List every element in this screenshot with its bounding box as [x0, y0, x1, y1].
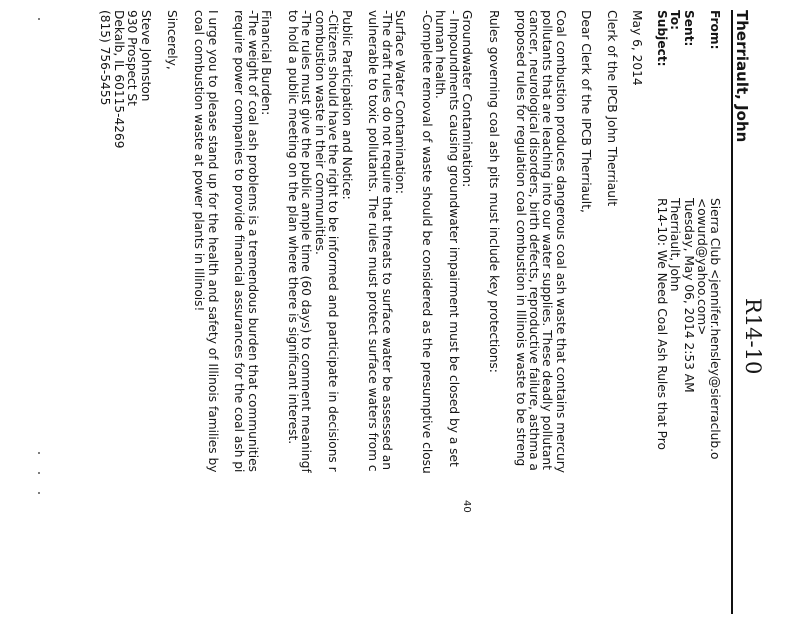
- header-label: [695, 10, 708, 198]
- header-row-to: [668, 10, 681, 618]
- header-row-subject: [655, 10, 668, 618]
- header-value: R14-10: We Need Coal Ash Rules that Pro: [655, 198, 670, 450]
- surface-water-section: [366, 10, 406, 618]
- scan-speck: [38, 472, 40, 474]
- text-line: -Citizens should have the right to be informed and participate in decisions r: [326, 10, 341, 472]
- header-value: Sierra Club <jennifer.hensley@sierraclub.o: [708, 198, 722, 460]
- intro-paragraph: [513, 10, 567, 618]
- section-heading: Surface Water Contamination:: [393, 10, 408, 195]
- page-number: 40: [461, 500, 472, 513]
- text-line: pollutants that are leaching into our water supplies. These deadly pollutant: [540, 10, 555, 470]
- header-label: To:: [668, 10, 683, 30]
- closing-phrase: Sincerely,: [165, 10, 180, 70]
- text-line: -The rules must give the public ample time (60 days) to comment meaningf: [299, 10, 314, 473]
- text-line: I urge you to please stand up for the health and safety of Illinois families by: [205, 10, 220, 473]
- section-heading: Public Participation and Notice:: [339, 10, 354, 200]
- header-divider: [731, 10, 733, 614]
- scan-speck: [38, 18, 40, 20]
- document-number: R14-10: [741, 298, 765, 375]
- email-header: [655, 10, 721, 618]
- header-label: Sent:: [681, 10, 696, 47]
- letter-date: May 6, 2014: [630, 10, 644, 86]
- rules-intro: Rules governing coal ash pits must include key protections:: [486, 10, 501, 373]
- letter-recipient: Clerk of the IPCB John Therriault: [604, 10, 619, 207]
- text-line: to hold a public meeting on the plan where there is significant interest.: [285, 10, 300, 445]
- text-line: -Complete removal of waste should be considered as the presumptive closu: [419, 10, 434, 474]
- financial-section: [232, 10, 272, 618]
- rotated-letter: [25, 0, 765, 618]
- groundwater-section: [419, 10, 473, 618]
- public-participation-section: [286, 10, 353, 618]
- text-line: proposed rules for regulation coal combustion in Illinois waste to be streng: [513, 10, 528, 467]
- text-line: - Impoundments causing groundwater impairment must be closed by a set: [446, 10, 461, 467]
- signature-block: [98, 10, 152, 618]
- signature-name: Steve Johnston: [138, 10, 153, 102]
- text-line: Coal combustion produces dangerous coal ash waste that contains mercury: [553, 10, 568, 473]
- sender-name-heading: Therriault, John: [733, 10, 751, 143]
- header-row-from: [708, 10, 721, 618]
- header-value: Therriault, John: [668, 198, 683, 292]
- text-line: coal combustion waste at power plants in Illinois!: [192, 10, 207, 312]
- letter-salutation: Dear Clerk of the IPCB Therriault,: [579, 10, 594, 213]
- section-heading: Financial Burden:: [259, 10, 274, 116]
- letter-body: [98, 10, 643, 618]
- text-line: -The draft rules do not require that threats to surface water be assessed an: [379, 10, 394, 470]
- text-line: vulnerable to toxic pollutants. The rules must protect surface waters from c: [366, 10, 381, 472]
- signature-city: Dekalb, IL 60115-4269: [111, 10, 126, 149]
- text-line: cancer, neurological disorders, birth defects, reproductive failure, asthma a: [527, 10, 541, 471]
- text-line: require power companies to provide financial assurances for the coal ash pi: [232, 10, 247, 473]
- header-value: Tuesday, May 06, 2014 2:53 AM: [681, 198, 696, 393]
- signature-street: 930 Prospect St: [125, 10, 140, 106]
- header-label: From:: [708, 10, 722, 50]
- header-row-sent: [681, 10, 694, 618]
- section-heading: Groundwater Contamination:: [460, 10, 475, 188]
- signature-phone: (815) 756-5455: [98, 10, 113, 106]
- text-line: -The weight of coal ash problems is a tremendous burden that communities: [245, 10, 260, 473]
- scan-speck: [38, 492, 40, 494]
- header-row-from-cont: [695, 10, 708, 618]
- text-line: combustion waste in their communities.: [312, 10, 327, 255]
- scan-speck: [38, 452, 40, 454]
- header-label: Subject:: [655, 10, 670, 67]
- text-line: human health.: [433, 10, 448, 99]
- closing-request: [192, 10, 219, 618]
- header-value: <owurd@yahoo.com>: [694, 198, 709, 336]
